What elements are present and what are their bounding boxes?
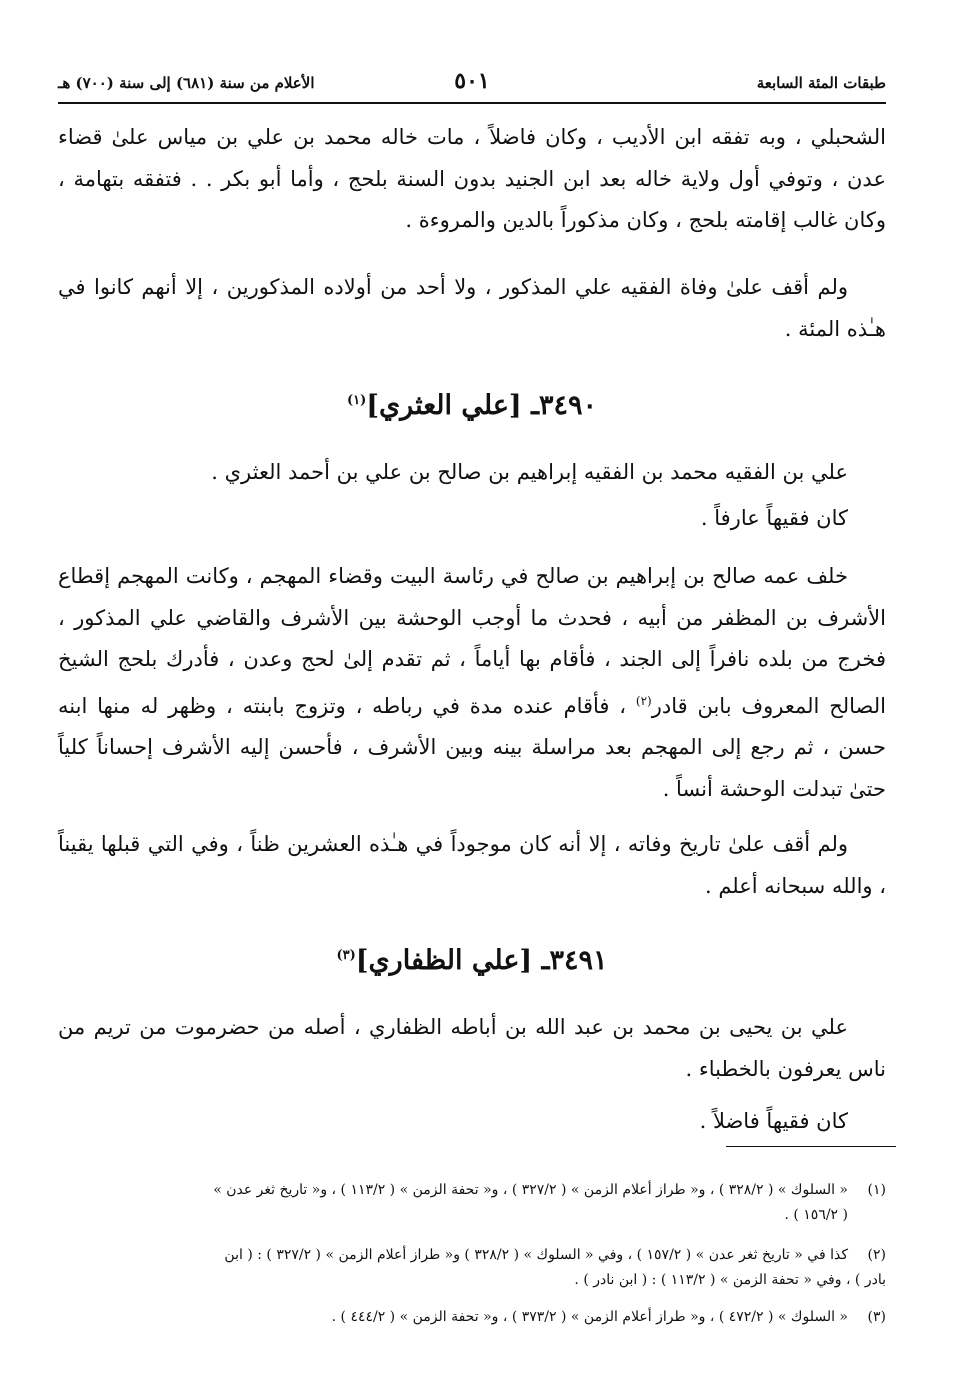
entry-3491-description: كان فقيهاً فاضلاً . [699, 1109, 848, 1133]
header-rule [58, 102, 886, 104]
footnote-1 [58, 1178, 886, 1228]
entry-3491-title [58, 945, 886, 976]
footnote-1-text: « السلوك » ( ٣٢٨/٢ ) ، و« طراز أعلام الزمن » ( ٣٢٧/٢ ) ، و« تحفة الزمن » ( ١١٣/٢ ) ، و« تاريخ ثغر عدن » [213, 1182, 848, 1198]
footnote-2 [58, 1243, 886, 1293]
footnote-ref-3[interactable]: (٣) [336, 948, 356, 963]
footnote-3-line-1 [58, 1305, 886, 1330]
entry-3490-biography-part-2: ، فأقام عنده مدة في رباطه ، وتزوج بابنته ، وظهر له منها ابنه حسن ، ثم رجع إلى المهجم بعد مراسلة بينه وبين الأشرف ، فأحسن إليه الأشرف إحساناً كلياً حتىٰ تبدلت الوحشة أنساً . [58, 693, 886, 801]
header-section-title: طبقات المئة السابعة [756, 74, 886, 92]
entry-3490-title-text: ٣٤٩٠ـ [علي العثري] [366, 390, 598, 421]
running-header [58, 68, 886, 104]
footnote-2-number: (٢) [867, 1247, 886, 1263]
footnote-2-text: كذا في « تاريخ ثغر عدن » ( ١٥٧/٢ ) ، وفي « السلوك » ( ٣٢٨/٢ ) و« طراز أعلام الزمن » ( ٣٢٧/٢ ) : ( ابن [224, 1247, 848, 1263]
entry-3490-title [58, 390, 886, 421]
footnote-ref-1[interactable]: (١) [346, 393, 367, 408]
footnote-1-number: (١) [867, 1182, 886, 1198]
entry-3490-biography [58, 556, 886, 810]
header-era-range: الأعلام من سنة (٦٨١) إلى سنة (٧٠٠) هـ [58, 74, 315, 92]
entry-3490-description: كان فقيهاً عارفاً . [700, 506, 848, 530]
entry-3491-lineage: علي بن يحيى بن محمد بن عبد الله بن أباطه الظفاري ، أصله من حضرموت من تريم من ناس يعرفون بالخطباء . [58, 1015, 886, 1081]
entry-3491-title-text: ٣٤٩١ـ [علي الظفاري] [355, 945, 608, 976]
page-number: ٥٠١ [454, 68, 490, 94]
footnote-1-line-1 [58, 1178, 886, 1203]
footnote-3 [58, 1305, 886, 1330]
entry-3490-death-note: ولم أقف علىٰ تاريخ وفاته ، إلا أنه كان موجوداً في هـٰذه العشرين ظناً ، وفي التي قبلها يقيناً ، والله سبحانه أعلم . [58, 832, 886, 898]
entry-3490-lineage: علي بن الفقيه محمد بن الفقيه إبراهيم بن صالح بن علي بن أحمد العثري . [211, 460, 848, 484]
intro-paragraph-2: ولم أقف علىٰ وفاة الفقيه علي المذكور ، ولا أحد من أولاده المذكورين ، إلا أنهم كانوا في هـٰذه المئة . [58, 275, 886, 341]
footnote-ref-2[interactable]: (٢) [635, 693, 652, 708]
entry-3490-biography-part-1: خلف عمه صالح بن إبراهيم بن صالح في رئاسة البيت وقضاء المهجم ، وكانت المهجم إقطاع الأشرف بن المظفر من أبيه ، فحدث ما أوجب الوحشة بين الأشرف والقاضي علي المذكور ، فخرج من بلده نافراً إلى الجند ، فأقام بها أياماً ، ثم تقدم إلىٰ لحج وعدن ، فأدرك بلحج الشيخ الصالح المعروف بابن قادر [58, 564, 886, 718]
footnote-2-line-1 [58, 1243, 886, 1268]
footnote-3-text: « السلوك » ( ٤٧٢/٢ ) ، و« طراز أعلام الزمن » ( ٣٧٣/٢ ) ، و« تحفة الزمن » ( ٤٤٤/٢ ) . [331, 1309, 848, 1325]
intro-paragraph-1: الشحبلي ، وبه تفقه ابن الأديب ، وكان فاضلاً ، مات خاله محمد بن علي بن مياس علىٰ قضاء عدن ، وتوفي أول ولاية خاله بعد ابن الجنيد بدون السنة بلحج ، وأما أبو بكر . . فتفقه بتهامة ، وكان غالب إقامته بلحج ، وكان مذكوراً بالدين والمروءة . [58, 125, 886, 232]
footnote-1-line-2: ( ١٥٦/٢ ) . [784, 1207, 848, 1223]
footnote-2-line-2: بادر ) ، وفي « تحفة الزمن » ( ١١٣/٢ ) : ( ابن نادر ) . [574, 1272, 886, 1288]
footnote-separator [726, 1146, 896, 1147]
footnote-3-number: (٣) [867, 1309, 886, 1325]
